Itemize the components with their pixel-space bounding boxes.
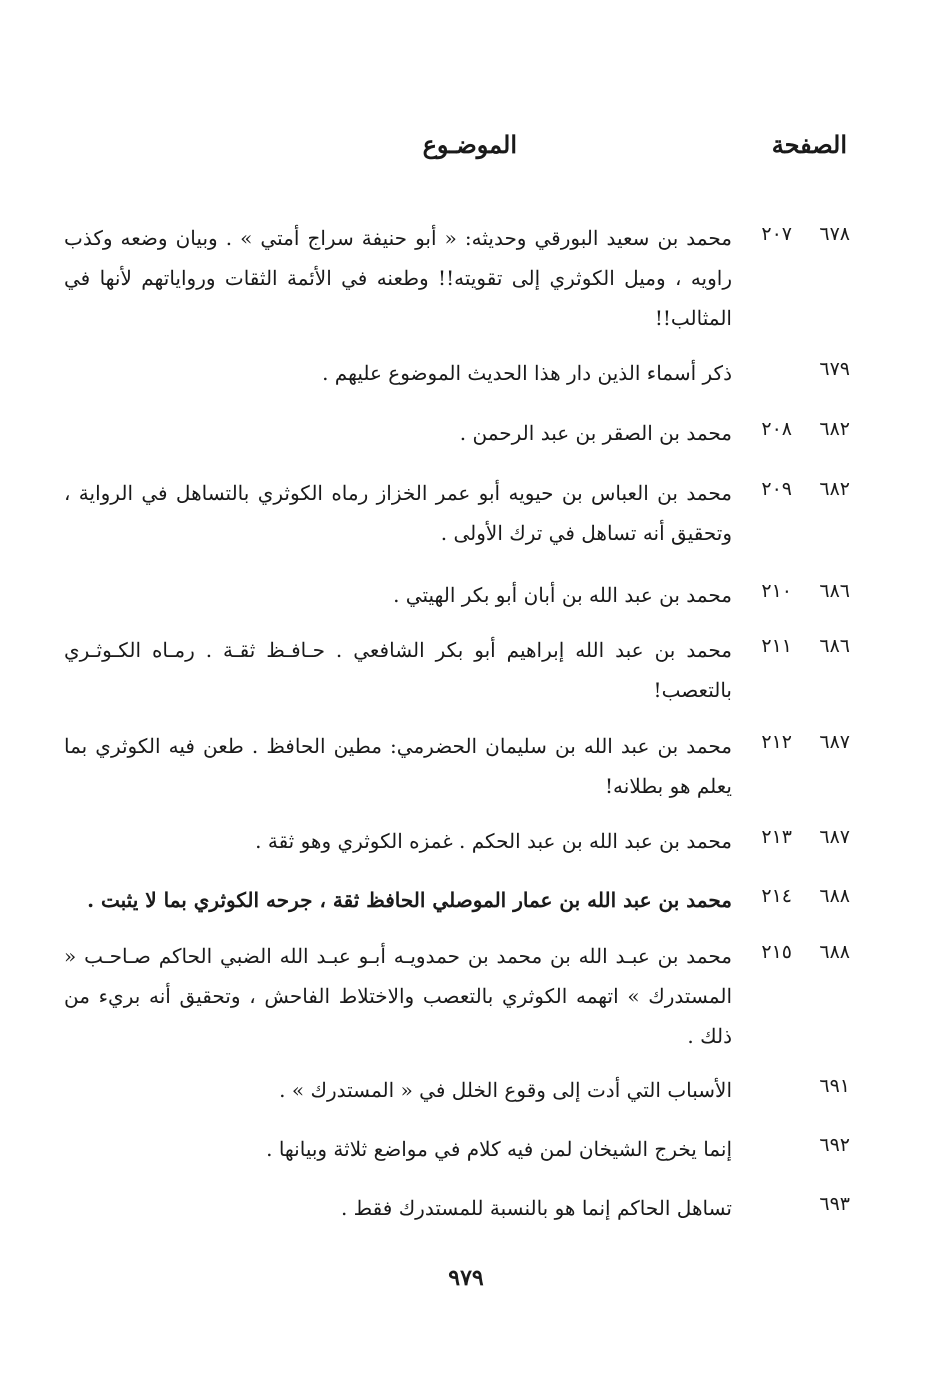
- entry-serial-number: ٢١١: [761, 635, 792, 657]
- entry-text: محمد بن عبد الله بن عمار الموصلي الحافظ ثقة ، جرحه الكوثري بما لا يثبت .: [87, 888, 732, 912]
- entry-text: محمد بن العباس بن حيويه أبو عمر الخزاز رماه الكوثري بالتساهل في الرواية ، وتحقيق أنه تساهل في ترك الأولى .: [64, 481, 732, 545]
- entry-page-number: ٦٧٩: [819, 358, 850, 380]
- page-column-heading: الصفحة: [771, 130, 847, 159]
- entry-serial-number: ٢١٤: [761, 885, 792, 907]
- entry-serial-number: ٢٠٩: [761, 478, 792, 500]
- entry-text: محمد بن الصقر بن عبد الرحمن .: [459, 421, 732, 445]
- entry-serial-number: ٢١٣: [761, 826, 792, 848]
- entry-text: محمد بن عبد الله بن أبان أبو بكر الهيتي .: [393, 583, 732, 607]
- entry-text: محمد بن عبد الله بن عبد الحكم . غمزه الكوثري وهو ثقة .: [255, 829, 732, 853]
- entry-serial-number: ٢١٥: [761, 941, 792, 963]
- entry-serial-number: ٢٠٨: [761, 418, 792, 440]
- entry-page-number: ٦٩١: [819, 1075, 850, 1097]
- entry-page-number: ٦٩٣: [819, 1193, 850, 1215]
- entry-serial-number: ٢١٠: [761, 580, 792, 602]
- entry-serial-number: ٢١٢: [761, 731, 792, 753]
- entry-page-number: ٦٨٧: [819, 731, 850, 753]
- entry-text: تساهل الحاكم إنما هو بالنسبة للمستدرك فقط .: [340, 1196, 732, 1220]
- page-number-footer: ٩٧٩: [448, 1265, 484, 1291]
- entry-page-number: ٦٨٨: [819, 941, 850, 963]
- topic-column-heading: الموضـوع: [422, 130, 517, 159]
- entry-page-number: ٦٨٨: [819, 885, 850, 907]
- entry-page-number: ٦٨٧: [819, 826, 850, 848]
- entry-page-number: ٦٨٦: [819, 635, 850, 657]
- entry-page-number: ٦٩٢: [819, 1134, 850, 1156]
- entry-page-number: ٦٧٨: [819, 223, 850, 245]
- entry-text: إنما يخرج الشيخان لمن فيه كلام في مواضع ثلاثة وبيانها .: [266, 1137, 732, 1161]
- entry-text: محمد بن عبد الله إبراهيم أبو بكر الشافعي . حـافـظ ثقـة . رمـاه الكـوثـري بالتعصب!: [64, 638, 732, 702]
- entry-page-number: ٦٨٦: [819, 580, 850, 602]
- entry-text: محمد بن سعيد البورقي وحديثه: « أبو حنيفة سراج أمتي » . وبيان وضعه وكذب راويه ، وميل الكوثري إلى تقويته!! وطعنه في الأئمة الثقات ورواياتهم لأنها في المثالب!!: [64, 226, 732, 330]
- entry-text: محمد بن عبـد الله بن محمد بن حمدويـه أبـو عبـد الله الضبي الحاكم صـاحـب « المستدرك » اتهمه الكوثري بالتعصب والاختلاط الفاحش ، وتحقيق أنه بريء من ذلك .: [64, 944, 732, 1048]
- entry-text: محمد بن عبد الله بن سليمان الحضرمي: مطين الحافظ . طعن فيه الكوثري بما يعلم هو بطلانه!: [64, 734, 732, 798]
- entry-page-number: ٦٨٢: [819, 478, 850, 500]
- entry-text: الأسباب التي أدت إلى وقوع الخلل في « المستدرك » .: [279, 1078, 732, 1102]
- entry-text: ذكر أسماء الذين دار هذا الحديث الموضوع عليهم .: [322, 361, 732, 385]
- entry-page-number: ٦٨٢: [819, 418, 850, 440]
- entry-serial-number: ٢٠٧: [761, 223, 792, 245]
